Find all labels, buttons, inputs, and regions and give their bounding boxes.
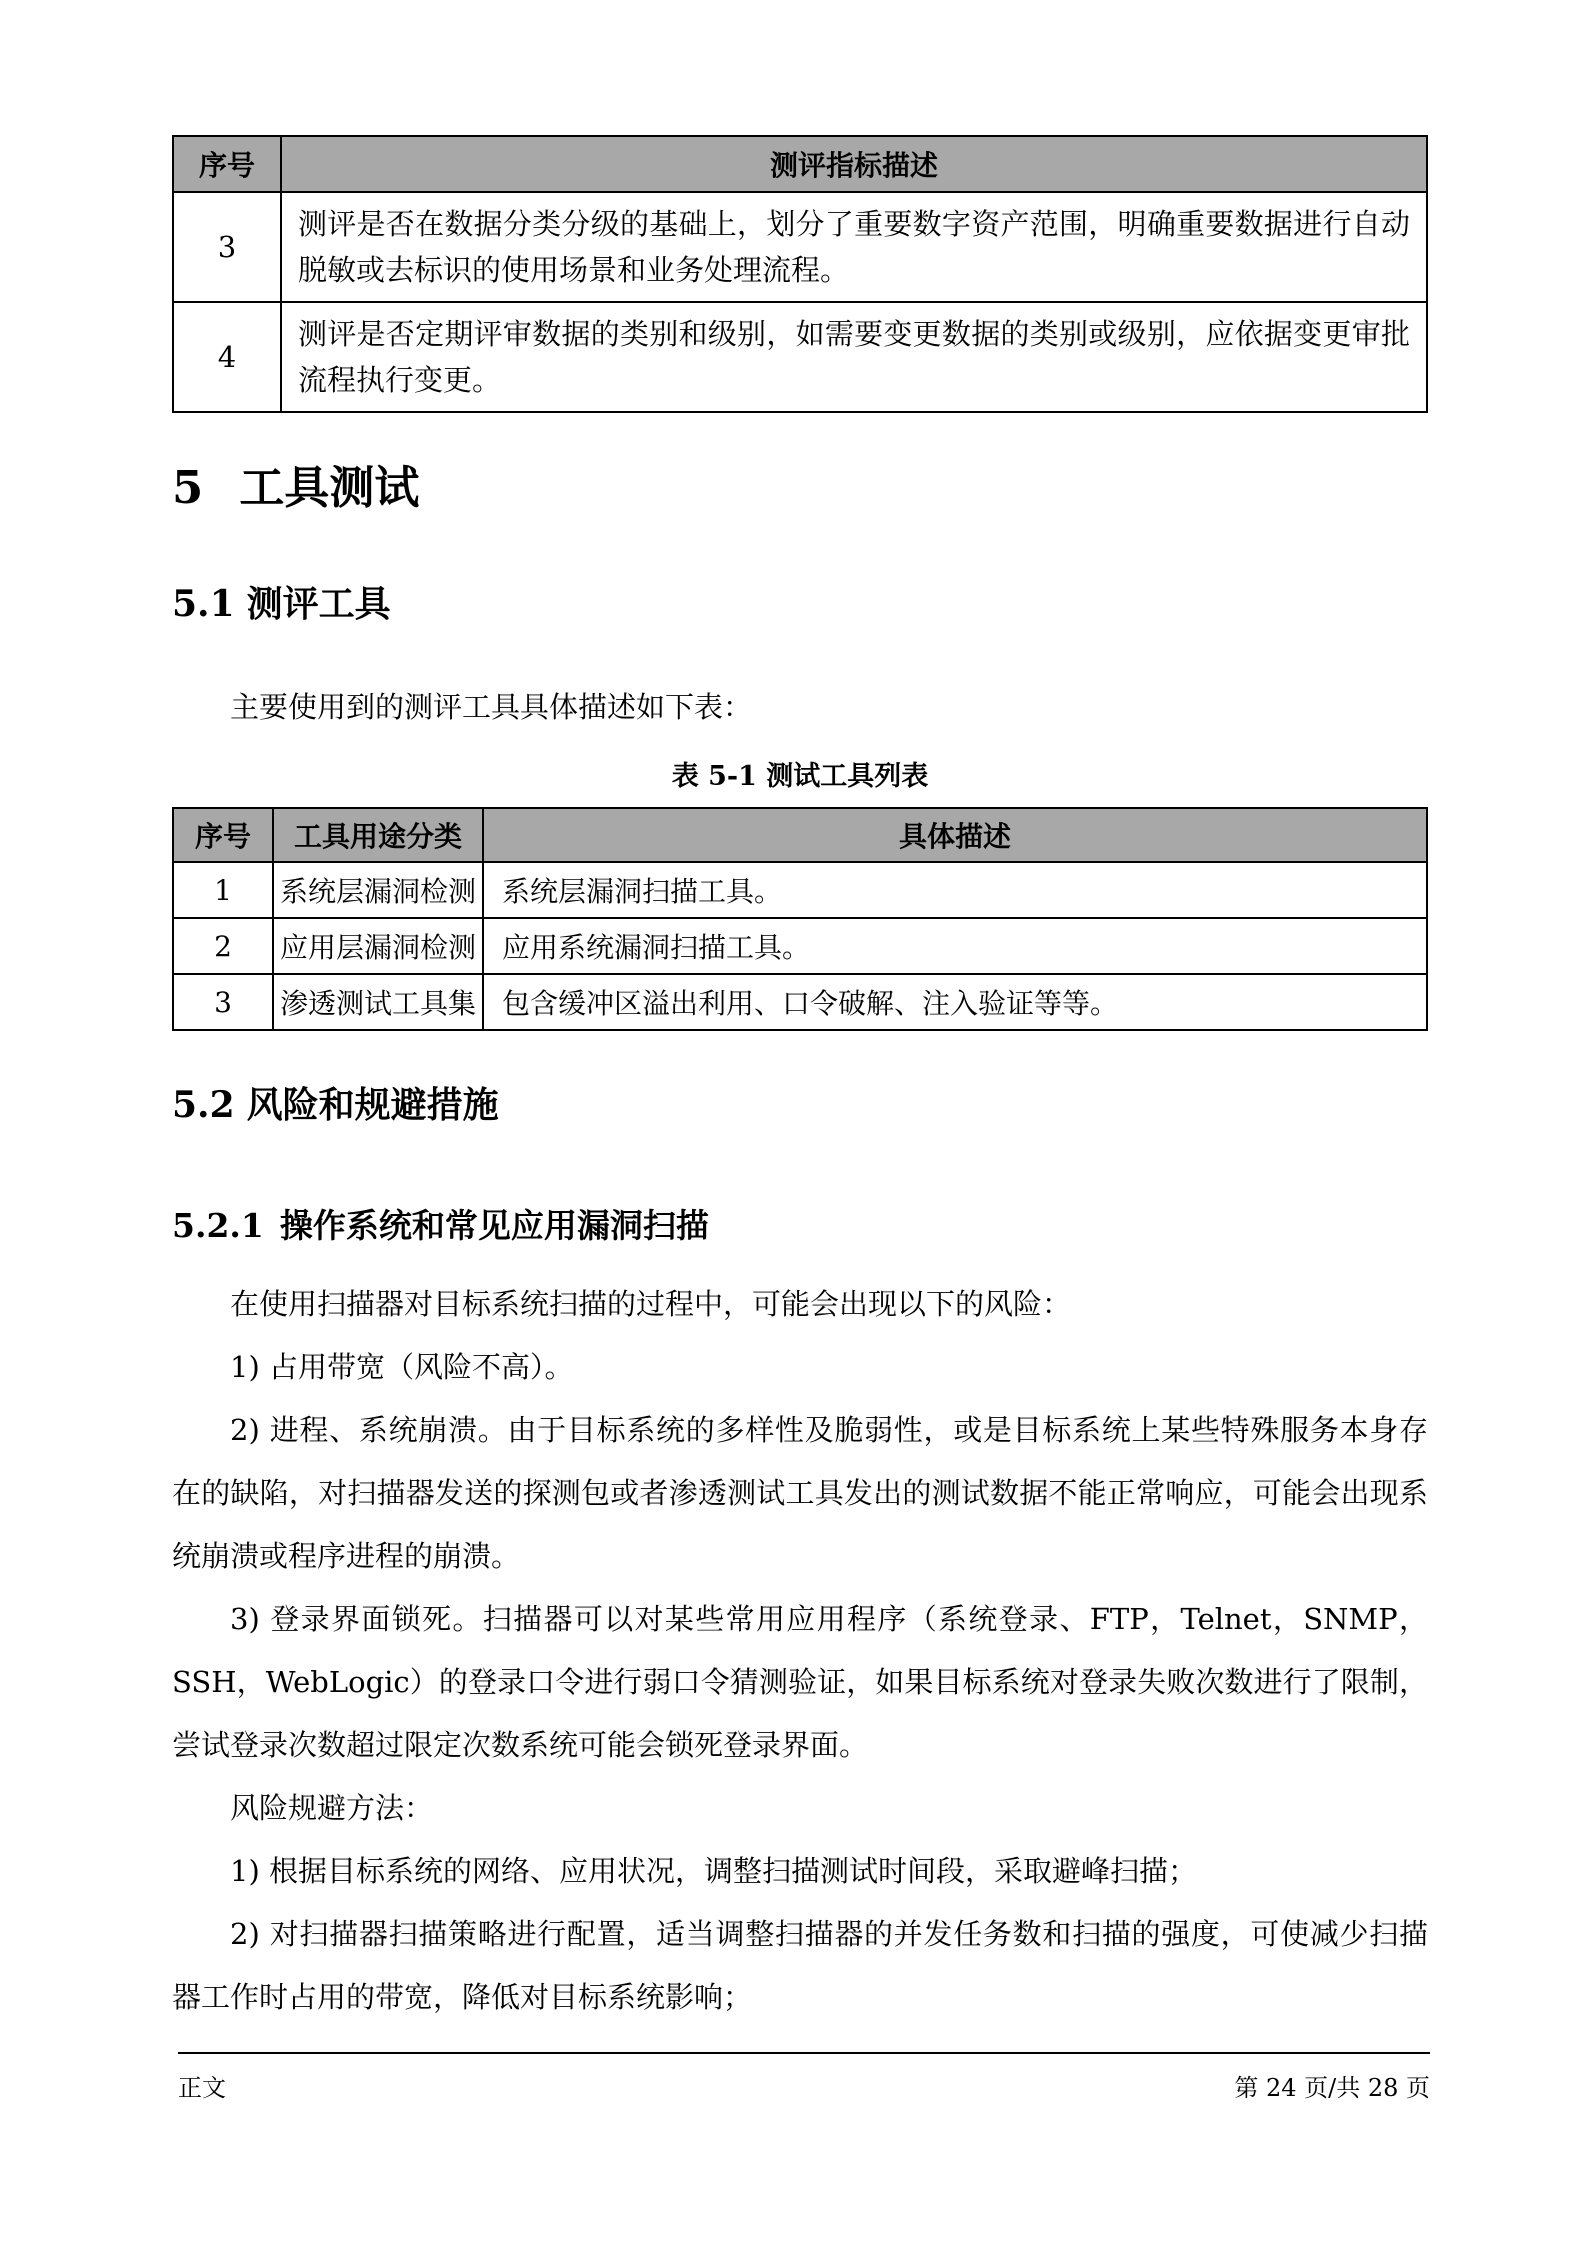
tool-row-number: 3	[173, 974, 273, 1030]
footer-page-number: 第 24 页/共 28 页	[1234, 2074, 1430, 2102]
table-row	[173, 974, 1427, 1030]
subsection-number: 5.2.1	[172, 1206, 264, 1245]
indicator-header-desc: 测评指标描述	[281, 136, 1427, 192]
body-text-block	[172, 1273, 1428, 2029]
tools-header-category: 工具用途分类	[273, 808, 483, 862]
paragraph-risk-1: 1) 占用带宽（风险不高）。	[230, 1350, 574, 1384]
subsection-heading-5-2-1	[172, 1200, 1428, 1247]
footer-section-label: 正文	[178, 2074, 226, 2102]
chapter-heading	[172, 451, 1428, 516]
table-row	[173, 192, 1427, 302]
intro-paragraph: 主要使用到的测评工具具体描述如下表：	[230, 690, 753, 724]
tool-row-description: 包含缓冲区溢出利用、口令破解、注入验证等等。	[483, 974, 1427, 1030]
table-row	[173, 918, 1427, 974]
paragraph-risk-2: 2) 进程、系统崩溃。由于目标系统的多样性及脆弱性，或是目标系统上某些特殊服务本身存在的缺陷，对扫描器发送的探测包或者渗透测试工具发出的测试数据不能正常响应，可能会出现系统崩溃或程序进程的崩溃。	[172, 1413, 1428, 1573]
tool-row-number: 2	[173, 918, 273, 974]
section-title: 测评工具	[246, 584, 391, 625]
indicator-row-description: 测评是否定期评审数据的类别和级别，如需要变更数据的类别或级别，应依据变更审批流程执行变更。	[281, 302, 1427, 412]
chapter-number: 5	[172, 461, 204, 514]
indicator-header-no: 序号	[173, 136, 281, 192]
tools-header-desc: 具体描述	[483, 808, 1427, 862]
tools-table	[172, 807, 1428, 1031]
tools-table-header-row	[173, 808, 1427, 862]
paragraph-risk-intro: 在使用扫描器对目标系统扫描的过程中，可能会出现以下的风险：	[230, 1287, 1072, 1321]
paragraph-risk-3: 3) 登录界面锁死。扫描器可以对某些常用应用程序（系统登录、FTP，Telnet，SNMP，SSH，WebLogic）的登录口令进行弱口令猜测验证，如果目标系统对登录失败次数进行了限制，尝试登录次数超过限定次数系统可能会锁死登录界面。	[172, 1602, 1428, 1762]
tool-row-category: 系统层漏洞检测	[273, 862, 483, 918]
page-content	[172, 135, 1428, 2029]
tool-row-category: 渗透测试工具集	[273, 974, 483, 1030]
tool-row-category: 应用层漏洞检测	[273, 918, 483, 974]
paragraph-avoidance-intro: 风险规避方法：	[230, 1791, 434, 1825]
subsection-title: 操作系统和常见应用漏洞扫描	[279, 1206, 709, 1245]
indicator-table-header-row	[173, 136, 1427, 192]
tool-row-description: 系统层漏洞扫描工具。	[483, 862, 1427, 918]
indicator-row-number: 3	[173, 192, 281, 302]
table-row	[173, 302, 1427, 412]
section-heading-5-2	[172, 1077, 1428, 1128]
tools-header-no: 序号	[173, 808, 273, 862]
indicator-row-description: 测评是否在数据分类分级的基础上，划分了重要数字资产范围，明确重要数据进行自动脱敏或去标识的使用场景和业务处理流程。	[281, 192, 1427, 302]
table-caption: 表 5-1 测试工具列表	[671, 761, 929, 792]
indicator-row-number: 4	[173, 302, 281, 412]
indicator-table	[172, 135, 1428, 413]
tool-row-number: 1	[173, 862, 273, 918]
chapter-title: 工具测试	[239, 461, 420, 514]
page-footer	[178, 2052, 1430, 2103]
section-title: 风险和规避措施	[246, 1085, 499, 1126]
paragraph-avoidance-1: 1) 根据目标系统的网络、应用状况，调整扫描测试时间段，采取避峰扫描；	[230, 1854, 1197, 1888]
section-number: 5.1	[172, 583, 235, 625]
tool-row-description: 应用系统漏洞扫描工具。	[483, 918, 1427, 974]
paragraph-avoidance-2: 2) 对扫描器扫描策略进行配置，适当调整扫描器的并发任务数和扫描的强度，可使减少扫描器工作时占用的带宽，降低对目标系统影响；	[172, 1917, 1428, 2014]
section-heading-5-1	[172, 576, 1428, 627]
table-row	[173, 862, 1427, 918]
section-number: 5.2	[172, 1084, 235, 1126]
